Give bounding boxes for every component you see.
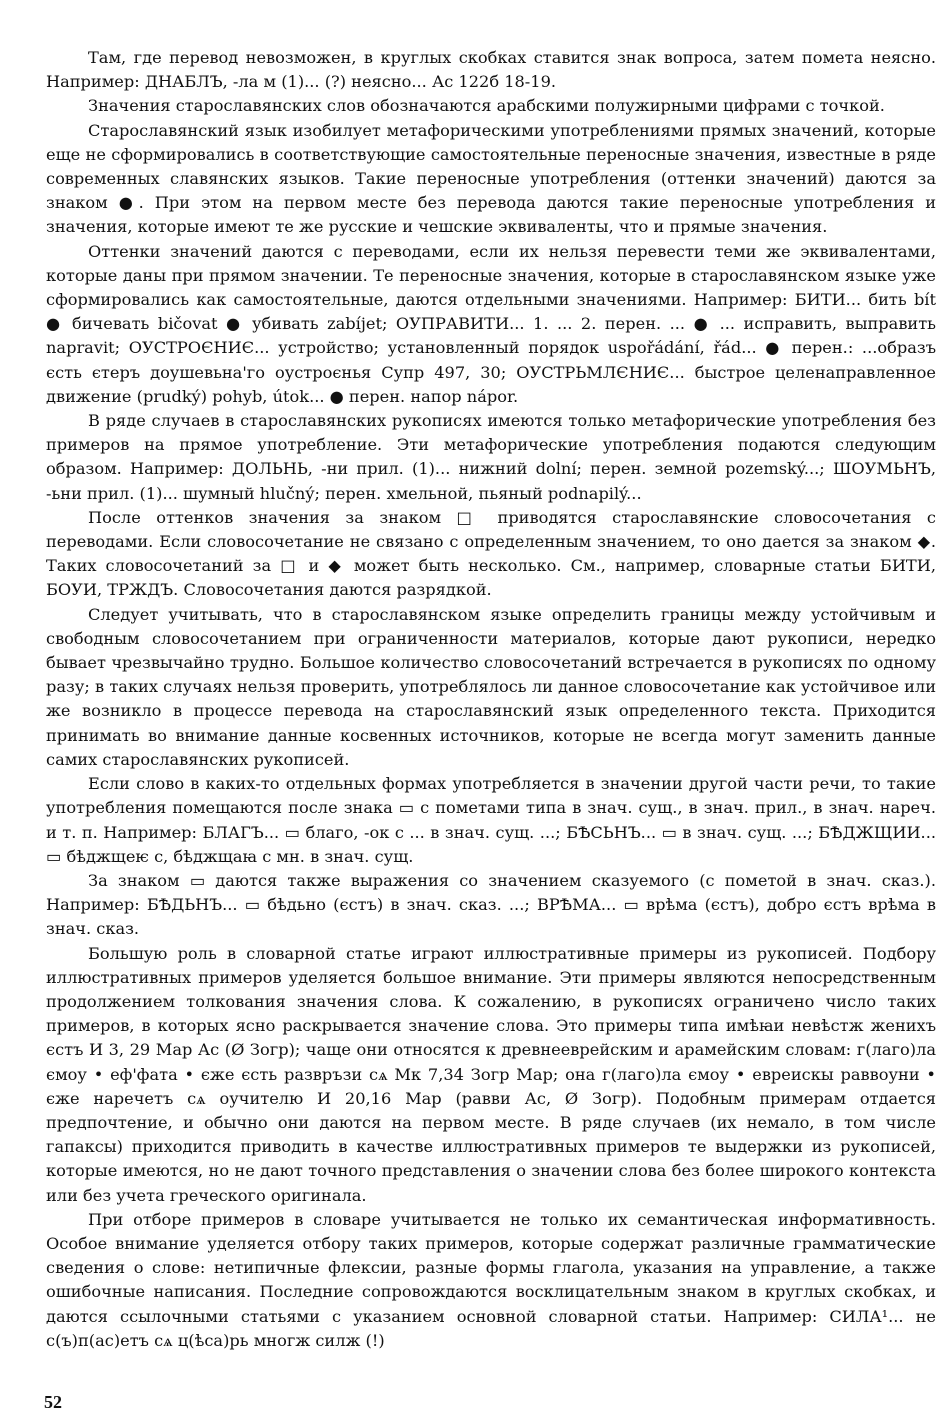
- paragraph-10: Большую роль в словарной статье играют иллюстративные примеры из рукописей. Подбору иллюстративных примеров уделяется большое внимание. Эти примеры являются непосредственным продолжением толкования значения слова. К сожалению, в рукописях ограничено число таких примеров, в которых ясно раскрывается значение слова. Это примеры типа имѣꙗи невѣстж женихъ єстъ И 3, 29 Мар Ас (Ø Зогр); чаще они относятся к древнееврейским и арамейским словам: г(лаго)ла ємоу • еф'фата • єже єсть развръзи сѧ Мк 7,34 Зогр Мар; она г(лаго)ла ємоу • евреискы раввоуни • єже наречетъ сѧ оучителю И 20,16 Мар (равви Ас, Ø Зогр). Подобным примерам отдается предпочтение, и обычно они даются на первом месте. В ряде случаев (их немало, в том числе гапаксы) приходится приводить в качестве иллюстративных примеров те выдержки из рукописей, которые имеются, но не дают точного представления о значении слова без более широкого контекста или без учета греческого оригинала.: [46, 943, 936, 1205]
- body-text: [46, 46, 936, 1353]
- paragraph-8: Если слово в каких-то отдельных формах употребляется в значении другой части речи, то такие употребления помещаются после знака ▭ с пометами типа в знач. сущ., в знач. прил., в знач. нареч. и т. п. Например: БЛАГЪ... ▭ благо, -ок с ... в знач. сущ. ...; БѢСЬНЪ... ▭ в знач. сущ. ...; БѢДЖЩИИ... ▭ бѣджщеѥ с, бѣджщаꙗ с мн. в знач. сущ.: [46, 774, 936, 866]
- paragraph-3: Старославянский язык изобилует метафорическими употреблениями прямых значений, которые еще не сформировались в соответствующие самостоятельные переносные значения, известные в ряде современных славянских языков. Такие переносные употребления (оттенки значений) даются за знаком ●. При этом на первом месте без перевода даются такие переносные употребления и значения, которые имеют те же русские и чешские эквиваленты, что и прямые значения.: [46, 120, 936, 237]
- page-number: 52: [44, 1392, 62, 1412]
- paragraph-1: Там, где перевод невозможен, в круглых скобках ставится знак вопроса, затем помета неясно. Например: ДНАБЛЪ, -ла м (1)... (?) неясно... Ас 122б 18-19.: [46, 48, 936, 92]
- paragraph-2: Значения старославянских слов обозначаются арабскими полужирными цифрами с точкой.: [88, 96, 885, 116]
- paragraph-5: В ряде случаев в старославянских рукописях имеются только метафорические употребления без примеров на прямое употребление. Эти метафорические употребления подаются следующим образом. Например: ДОЛЬНЬ, -ни прил. (1)... нижний dolní; перен. земной pozemský...; ШОУМЬНЪ, -ьни прил. (1)... шумный hlučný; перен. хмельной, пьяный podnapilý...: [46, 411, 936, 503]
- paragraph-6: После оттенков значения за знаком □ приводятся старославянские словосочетания с переводами. Если словосочетание не связано с определенным значением, то оно дается за знаком ◆. Таких словосочетаний за □ и ◆ может быть несколько. См., например, словарные статьи БИТИ, БОУИ, ТРЖДЪ. Словосочетания даются разрядкой.: [46, 507, 936, 600]
- paragraph-9: За знаком ▭ даются также выражения со значением сказуемого (с пометой в знач. сказ.). Например: БѢДЬНЪ... ▭ бѣдьно (єстъ) в знач. сказ. ...; ВРѢМА... ▭ врѣма (єстъ), добро єстъ врѣма в знач. сказ.: [46, 870, 936, 939]
- paragraph-11: При отборе примеров в словаре учитывается не только их семантическая информативность. Особое внимание уделяется отбору таких примеров, которые содержат различные грамматические сведения о слове: нетипичные флексии, разные формы глагола, указания на управление, а также ошибочные написания. Последние сопровождаются восклицательным знаком в круглых скобках, и даются ссылочными статьями с указанием основной словарной статьи. Например: СИЛА¹... не с(ъ)п(ас)етъ сѧ ц(ѣса)рь многж силж (!): [46, 1209, 936, 1350]
- paragraph-4: Оттенки значений даются с переводами, если их нельзя перевести теми же эквивалентами, которые даны при прямом значении. Те переносные значения, которые в старославянском языке уже сформировались как самостоятельные, даются отдельными значениями. Например: БИТИ... бить bít ● бичевать bičovat ● убивать zabíjet; ОУПРАВИТИ... 1. ... 2. перен. ... ● ... исправить, выправить napravit; ОУСТРОЄНИЄ... устройство; установленный порядок uspořádání, řád... ● перен.: ...образъ єсть єтеръ доушевьна'го оустроєнья Супр 497, 30; ОУСТРЬМЛЄНИЄ... быстрое целенаправленное движение (prudký) pohyb, útok... ● перен. напор nápor.: [46, 241, 936, 406]
- paragraph-7: Следует учитывать, что в старославянском языке определить границы между устойчивым и свободным словосочетанием при ограниченности материалов, которые дают рукописи, нередко бывает чрезвычайно трудно. Большое количество словосочетаний встречается в рукописях по одному разу; в таких случаях нельзя проверить, употреблялось ли данное словосочетание как устойчивое или же возникло в процессе перевода на старославянский язык определенного текста. Приходится принимать во внимание данные косвенных источников, которые не всегда могут заменить данные самих старославянских рукописей.: [46, 604, 936, 769]
